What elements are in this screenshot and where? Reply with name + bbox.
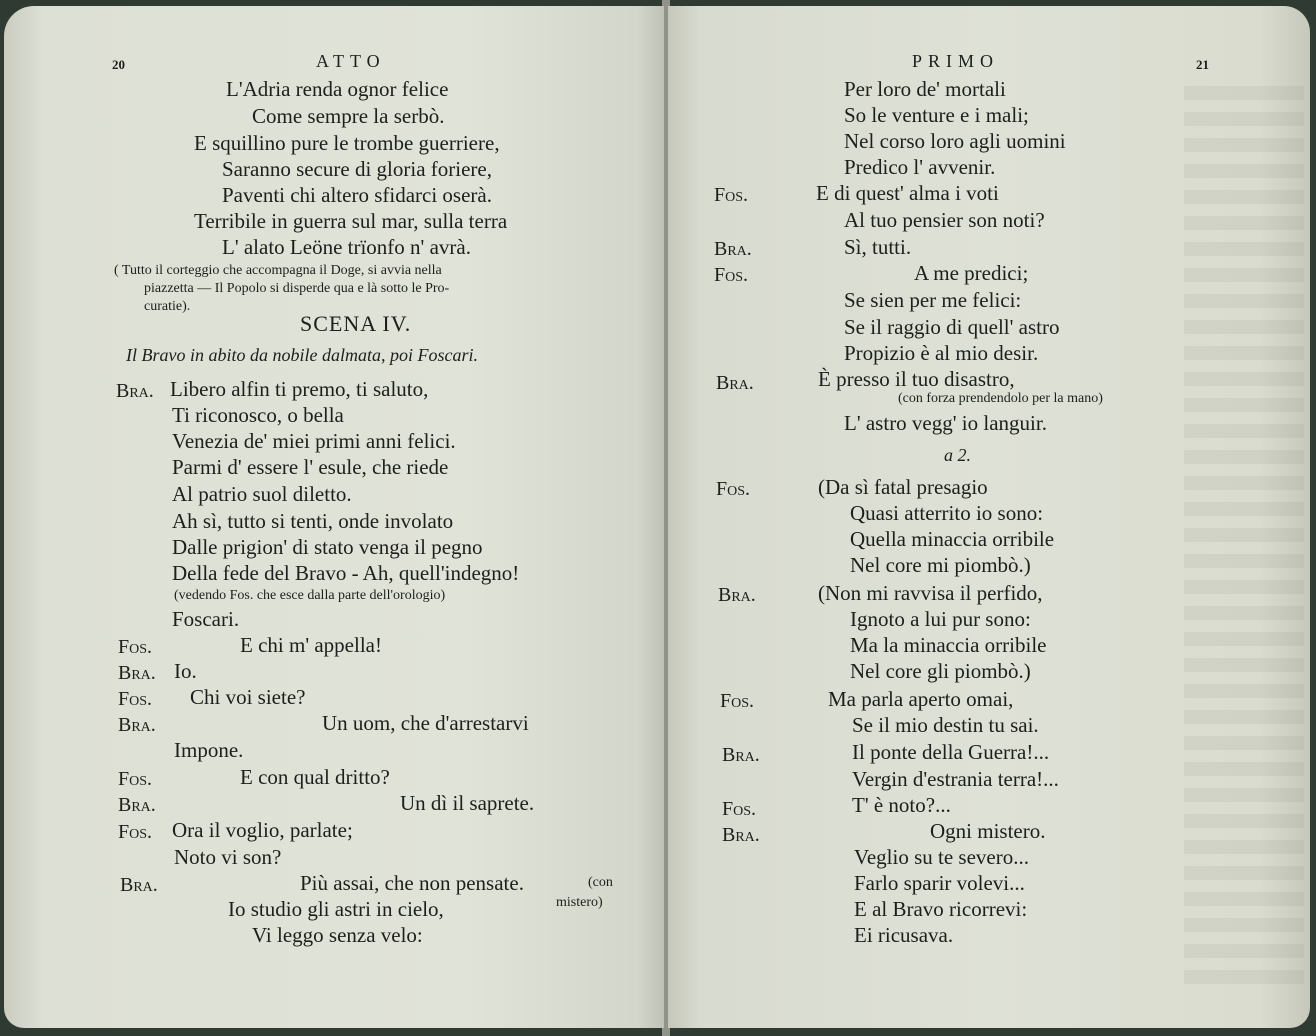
verse-line: L'Adria renda ognor felice <box>226 77 449 101</box>
speaker-label: Bra. <box>718 584 756 606</box>
verse-line: So le venture e i mali; <box>844 103 1029 127</box>
verse-line: Sì, tutti. <box>844 235 912 259</box>
verse-line: Ma la minaccia orribile <box>850 633 1047 657</box>
verse-line: Ma parla aperto omai, <box>828 687 1014 711</box>
verse-line: Propizio è al mio desir. <box>844 341 1039 365</box>
speaker-label: Bra. <box>118 662 156 684</box>
verse-line: Per loro de' mortali <box>844 77 1006 101</box>
verse-line: Se sien per me felici: <box>844 288 1022 312</box>
speaker-label: Bra. <box>716 372 754 394</box>
speaker-label: Fos. <box>714 184 749 206</box>
stage-direction: piazzetta — Il Popolo si disperde qua e là sotto le Pro- <box>144 281 450 296</box>
verse-line: Come sempre la serbò. <box>252 104 445 128</box>
stage-direction: ( Tutto il corteggio che accompagna il Doge, si avvia nella <box>114 263 442 278</box>
verse-line: Ogni mistero. <box>930 819 1046 843</box>
speaker-label: Fos. <box>714 264 749 286</box>
speaker-label: Fos. <box>118 821 153 843</box>
verse-line: Ei ricusava. <box>854 923 954 947</box>
dialogue-line: Impone. <box>174 738 244 762</box>
speaker-label: Bra. <box>118 714 156 736</box>
dialogue-line: Vi leggo senza velo: <box>252 923 423 947</box>
speaker-label: Fos. <box>118 688 153 710</box>
verse-line: L' astro vegg' io languir. <box>844 411 1047 435</box>
dialogue-line: Ah sì, tutto si tenti, onde involato <box>172 509 454 533</box>
speaker-label: Fos. <box>118 768 153 790</box>
dialogue-line: Un uom, che d'arrestarvi <box>322 711 529 735</box>
verse-line: Se il mio destin tu sai. <box>852 713 1039 737</box>
dialogue-line: Della fede del Bravo - Ah, quell'indegno! <box>172 561 520 585</box>
speaker-label: Bra. <box>722 824 760 846</box>
dialogue-line: Ora il voglio, parlate; <box>172 818 353 842</box>
speaker-label: Fos. <box>720 690 755 712</box>
verse-line: E al Bravo ricorrevi: <box>854 897 1028 921</box>
stage-direction: (con forza prendendolo per la mano) <box>898 391 1103 406</box>
verse-line: Nel core mi piombò.) <box>850 553 1031 577</box>
speaker-label: Fos. <box>118 636 153 658</box>
dialogue-line: Noto vi son? <box>174 845 282 869</box>
dialogue-line: Io. <box>174 659 197 683</box>
verse-line: Predico l' avvenir. <box>844 155 996 179</box>
bleed-through-shadow <box>1184 86 1304 986</box>
speaker-label: Fos. <box>716 478 751 500</box>
verse-line: È presso il tuo disastro, <box>818 367 1015 391</box>
dialogue-line: Libero alfin ti premo, ti saluto, <box>170 377 429 401</box>
dialogue-line: Un dì il saprete. <box>400 791 535 815</box>
dialogue-line: Venezia de' miei primi anni felici. <box>172 429 456 453</box>
speaker-label: Fos. <box>722 798 757 820</box>
dialogue-line: Più assai, che non pensate. <box>300 871 524 895</box>
speaker-label: Bra. <box>722 744 760 766</box>
verse-line: Paventi chi altero sfidarci oserà. <box>222 183 492 207</box>
verse-line: Saranno secure di gloria foriere, <box>222 157 492 181</box>
verse-line: T' è noto?... <box>852 793 951 817</box>
speaker-label: Bra. <box>118 794 156 816</box>
speaker-label: Bra. <box>714 238 752 260</box>
scene-title: SCENA IV. <box>300 311 412 336</box>
verse-line: E di quest' alma i voti <box>816 181 999 205</box>
stage-direction: (vedendo Fos. che esce dalla parte dell'orologio) <box>174 588 446 603</box>
verse-line: (Non mi ravvisa il perfido, <box>818 581 1043 605</box>
dialogue-line: Parmi d' essere l' esule, che riede <box>172 455 449 479</box>
verse-line: Veglio su te severo... <box>854 845 1029 869</box>
verse-line: Quella minaccia orribile <box>850 527 1055 551</box>
right-page-number: 21 <box>1196 57 1209 72</box>
a-due-marker: a 2. <box>944 445 971 465</box>
speaker-label: Bra. <box>120 874 158 896</box>
verse-line: Terribile in guerra sul mar, sulla terra <box>194 209 508 233</box>
speaker-label: Bra. <box>116 380 154 402</box>
dialogue-line: Foscari. <box>172 607 240 631</box>
stage-direction: curatie). <box>144 299 191 314</box>
left-page <box>4 6 664 1028</box>
verse-line: Il ponte della Guerra!... <box>852 740 1050 764</box>
verse-line: (Da sì fatal presagio <box>818 475 988 499</box>
verse-line: L' alato Leöne trïonfo n' avrà. <box>222 235 471 259</box>
left-page-number: 20 <box>112 57 125 72</box>
verse-line: Se il raggio di quell' astro <box>844 315 1060 339</box>
verse-line: Farlo sparir volevi... <box>854 871 1025 895</box>
verse-line: Vergin d'estrania terra!... <box>852 767 1059 791</box>
dialogue-line: Chi voi siete? <box>190 685 306 709</box>
right-running-head: PRIMO <box>912 51 1000 71</box>
scene-subtitle: Il Bravo in abito da nobile dalmata, poi Foscari. <box>126 345 478 365</box>
dialogue-line: E con qual dritto? <box>240 765 390 789</box>
left-running-head: ATTO <box>316 51 386 71</box>
dialogue-line: Ti riconosco, o bella <box>172 403 344 427</box>
right-page <box>668 6 1310 1028</box>
stage-direction: mistero) <box>556 895 603 910</box>
stage-direction: (con <box>588 875 613 890</box>
dialogue-line: E chi m' appella! <box>240 633 382 657</box>
verse-line: A me predici; <box>914 261 1029 285</box>
verse-line: Al tuo pensier son noti? <box>844 208 1045 232</box>
verse-line: Quasi atterrito io sono: <box>850 501 1044 525</box>
dialogue-line: Dalle prigion' di stato venga il pegno <box>172 535 483 559</box>
verse-line: Nel corso loro agli uomini <box>844 129 1066 153</box>
verse-line: E squillino pure le trombe guerriere, <box>194 131 500 155</box>
dialogue-line: Io studio gli astri in cielo, <box>228 897 444 921</box>
verse-line: Nel core gli piombò.) <box>850 659 1031 683</box>
verse-line: Ignoto a lui pur sono: <box>850 607 1031 631</box>
dialogue-line: Al patrio suol diletto. <box>172 482 352 506</box>
